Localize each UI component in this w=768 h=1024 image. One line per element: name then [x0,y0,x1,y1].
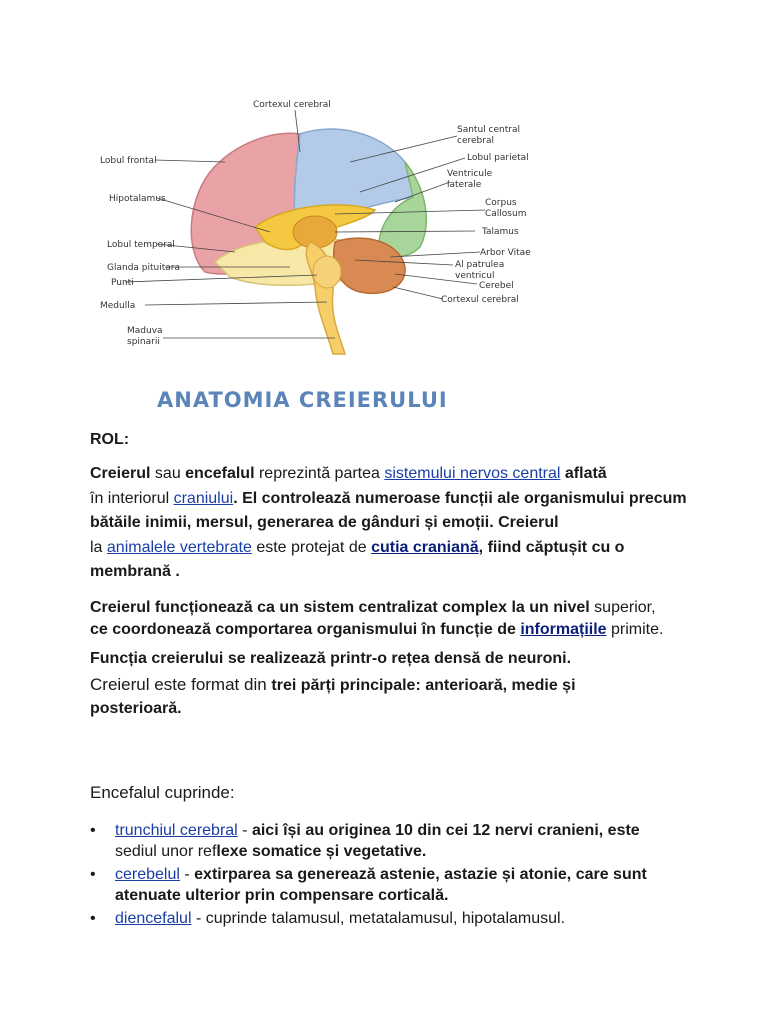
text-diencefalul-desc: - cuprinde talamusul, metatalamusul, hipotalamusul. [191,910,566,927]
label-punti: Punti [111,278,134,288]
label-lobul-parietal: Lobul parietal [467,153,529,163]
text-coordoneaza: ce coordonează comportarea organismului în funcție de [90,621,521,638]
label-cortex-bottom: Cortexul cerebral [441,295,519,305]
list-item [90,908,690,929]
rol-label: ROL: [90,431,130,448]
label-santul-2: cerebral [457,136,494,146]
bullet-icon: • [90,866,96,883]
encefal-parts-list [90,820,690,931]
text-superior: superior, [589,599,656,616]
text-in-interiorul: în interiorul [90,489,174,507]
brain-diagram [95,92,545,357]
paragraph-sistem [90,597,690,641]
text-primite: primite. [606,621,664,638]
label-maduva-1: Maduva [127,326,163,336]
label-corpus-2: Callosum [485,209,527,219]
text-reprezinta: reprezintă partea [254,465,385,482]
text-reflexe: lexe somatice și vegetative. [216,843,427,860]
label-maduva-2: spinarii [127,337,160,347]
link-cerebelul[interactable]: cerebelul [115,866,180,883]
bullet-icon: • [90,822,96,839]
label-talamus: Talamus [482,227,519,237]
link-diencefalul[interactable]: diencefalul [115,910,192,927]
label-al-patrulea-1: Al patrulea [455,260,505,270]
label-cerebel: Cerebel [479,281,514,291]
text-sistem-centralizat: Creierul funcționează ca un sistem centralizat complex la un nivel [90,599,590,616]
label-corpus-1: Corpus [485,198,517,208]
text-dash: - [237,822,252,839]
text-trei-parti: trei părți principale: anterioară, medie și [271,677,576,694]
text-functii: . El controlează numeroase funcții ale organismului precum bătăile inimii, mersul, generarea de gânduri și emoții. Creierul [90,489,687,531]
label-santul-1: Santul central [457,125,520,135]
text-posterioara: posterioară. [90,700,182,717]
label-arbor-vitae: Arbor Vitae [480,248,531,258]
paragraph-retea [90,647,690,671]
text-aflata: aflată [560,465,607,482]
label-al-patrulea-2: ventricul [455,271,495,281]
brain-anatomy-figure [95,92,545,357]
list-item [90,864,690,906]
link-cutia-craniana[interactable]: cutia craniană [371,538,479,556]
text-creierul: Creierul [90,465,151,482]
link-animalele-vertebrate[interactable]: animalele vertebrate [106,538,252,556]
text-extirparea: extirparea sa generează astenie, astazie și atonie, care sunt atenuate ulterior prin compensare corticală. [115,866,647,904]
rol-heading [90,428,690,452]
text-nervi-cranieni: aici își au originea 10 din cei 12 nervi cranieni, este [251,822,640,839]
text-format-din: Creierul este format din [90,675,272,694]
text-protejat: este protejat de [251,538,372,556]
link-informatiile[interactable]: informațiile [520,621,607,638]
paragraph-encefalul: Encefalul cuprinde: [90,783,235,802]
page-title: ANATOMIA CREIERULUI [157,388,448,412]
label-lobul-frontal: Lobul frontal [100,156,157,166]
text-sediul: sediul unor ref [115,843,217,860]
label-medulla: Medulla [100,301,136,311]
label-glanda: Glanda pituitara [107,263,180,273]
list-item [90,820,690,862]
bullet-icon: • [90,910,96,927]
text-la: la [90,538,107,556]
label-lobul-temporal: Lobul temporal [107,240,175,250]
paragraph-parti [90,674,690,720]
text-retea-neuroni: Funcția creierului se realizează printr-o rețea densă de neuroni. [90,650,572,667]
text-encefalul: encefalul [185,465,255,482]
label-hipotalamus: Hipotalamus [109,194,166,204]
text-membrana: , fiind căptușit cu o membrană . [90,538,625,580]
text-dash: - [179,866,195,883]
text-sau: sau [150,465,186,482]
pons [313,256,341,288]
paragraph-definition [90,462,690,585]
link-sistemului-nervos-central[interactable]: sistemului nervos central [384,465,561,482]
thalamus [293,216,337,248]
link-craniului[interactable]: craniului [173,489,234,507]
label-cortex-top: Cortexul cerebral [253,100,331,110]
label-ventricule-1: Ventricule [447,169,493,179]
label-ventricule-2: laterale [447,180,482,190]
link-trunchiul-cerebral[interactable]: trunchiul cerebral [115,822,238,839]
